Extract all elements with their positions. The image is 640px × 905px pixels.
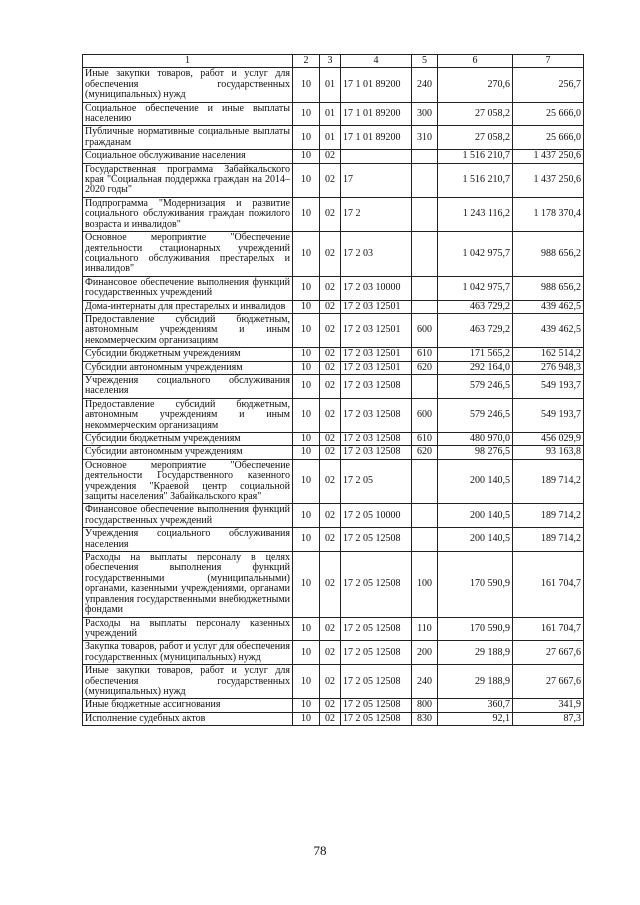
- table-row: [83, 276, 584, 300]
- subsection-cell: 02: [320, 300, 341, 313]
- amount-year2-cell: 189 714,2: [513, 504, 584, 528]
- subsection-cell: 02: [320, 699, 341, 712]
- section-cell: 10: [293, 361, 320, 374]
- expense-type-cell: 610: [412, 348, 438, 361]
- table-row: [83, 459, 584, 504]
- subsection-cell: 02: [320, 504, 341, 528]
- amount-year2-cell: 25 666,0: [513, 126, 584, 150]
- section-cell: 10: [293, 126, 320, 150]
- row-name-cell: Социальное обслуживание населения: [83, 150, 293, 163]
- row-name-cell: Социальное обеспечение и иные выплаты населению: [83, 102, 293, 126]
- target-article-cell: 17 2 03 10000: [341, 276, 412, 300]
- section-cell: 10: [293, 617, 320, 641]
- row-name-cell: Подпрограмма "Модернизация и развитие социального обслуживания граждан пожилого возраста и инвалидов": [83, 197, 293, 231]
- table-row: [83, 699, 584, 712]
- table-row: [83, 348, 584, 361]
- section-cell: 10: [293, 300, 320, 313]
- expense-type-cell: 600: [412, 313, 438, 347]
- target-article-cell: 17 1 01 89200: [341, 68, 412, 102]
- header-cell: 1: [83, 55, 293, 68]
- expense-type-cell: 100: [412, 552, 438, 617]
- row-name-cell: Предоставление субсидий бюджетным, автономным учреждениям и иным некоммерческим организациям: [83, 313, 293, 347]
- table-row: [83, 374, 584, 398]
- table-row: [83, 504, 584, 528]
- amount-year2-cell: 341,9: [513, 699, 584, 712]
- table-row: [83, 102, 584, 126]
- amount-year1-cell: 27 058,2: [438, 126, 513, 150]
- section-cell: 10: [293, 446, 320, 459]
- amount-year1-cell: 360,7: [438, 699, 513, 712]
- subsection-cell: 02: [320, 446, 341, 459]
- table-row: [83, 232, 584, 277]
- amount-year2-cell: 456 029,9: [513, 433, 584, 446]
- table-row: [83, 300, 584, 313]
- target-article-cell: [341, 150, 412, 163]
- amount-year1-cell: 463 729,2: [438, 300, 513, 313]
- row-name-cell: Иные бюджетные ассигнования: [83, 699, 293, 712]
- target-article-cell: 17 2 05 12508: [341, 699, 412, 712]
- subsection-cell: 02: [320, 361, 341, 374]
- amount-year2-cell: 27 667,6: [513, 665, 584, 699]
- expense-type-cell: [412, 504, 438, 528]
- expense-type-cell: [412, 528, 438, 552]
- target-article-cell: 17 2 03 12508: [341, 398, 412, 432]
- subsection-cell: 01: [320, 68, 341, 102]
- amount-year1-cell: 171 565,2: [438, 348, 513, 361]
- row-name-cell: Основное мероприятие "Обеспечение деятельности Государственного казенного учреждения "Краевой центр социальной защиты населения" Забайкальского края": [83, 459, 293, 504]
- table-row: [83, 68, 584, 102]
- header-row: [83, 55, 584, 68]
- subsection-cell: 02: [320, 641, 341, 665]
- amount-year1-cell: 480 970,0: [438, 433, 513, 446]
- table-row: [83, 617, 584, 641]
- table-row: [83, 126, 584, 150]
- amount-year1-cell: 579 246,5: [438, 374, 513, 398]
- subsection-cell: 02: [320, 528, 341, 552]
- header-cell: 4: [341, 55, 412, 68]
- target-article-cell: 17 2 03 12508: [341, 374, 412, 398]
- expense-type-cell: 610: [412, 433, 438, 446]
- expense-type-cell: 200: [412, 641, 438, 665]
- target-article-cell: 17 2 03: [341, 232, 412, 277]
- expense-type-cell: [412, 276, 438, 300]
- budget-table: [82, 54, 584, 726]
- section-cell: 10: [293, 163, 320, 197]
- table-row: [83, 163, 584, 197]
- amount-year2-cell: 549 193,7: [513, 398, 584, 432]
- subsection-cell: 02: [320, 398, 341, 432]
- section-cell: 10: [293, 102, 320, 126]
- amount-year1-cell: 463 729,2: [438, 313, 513, 347]
- amount-year2-cell: 161 704,7: [513, 552, 584, 617]
- row-name-cell: Иные закупки товаров, работ и услуг для обеспечения государственных (муниципальных) нужд: [83, 68, 293, 102]
- amount-year2-cell: 1 178 370,4: [513, 197, 584, 231]
- target-article-cell: 17 2 03 12501: [341, 313, 412, 347]
- amount-year2-cell: 25 666,0: [513, 102, 584, 126]
- amount-year1-cell: 579 246,5: [438, 398, 513, 432]
- amount-year2-cell: 93 163,8: [513, 446, 584, 459]
- subsection-cell: 02: [320, 552, 341, 617]
- row-name-cell: Субсидии бюджетным учреждениям: [83, 433, 293, 446]
- amount-year1-cell: 170 590,9: [438, 552, 513, 617]
- expense-type-cell: 310: [412, 126, 438, 150]
- header-cell: 2: [293, 55, 320, 68]
- target-article-cell: 17 2 03 12508: [341, 433, 412, 446]
- row-name-cell: Закупка товаров, работ и услуг для обеспечения государственных (муниципальных) нужд: [83, 641, 293, 665]
- header-cell: 7: [513, 55, 584, 68]
- table-row: [83, 552, 584, 617]
- amount-year1-cell: 1 243 116,2: [438, 197, 513, 231]
- row-name-cell: Основное мероприятие "Обеспечение деятельности стационарных учреждений социального обслуживания престарелых и инвалидов": [83, 232, 293, 277]
- subsection-cell: 02: [320, 313, 341, 347]
- section-cell: 10: [293, 348, 320, 361]
- amount-year2-cell: 439 462,5: [513, 313, 584, 347]
- amount-year2-cell: 1 437 250,6: [513, 163, 584, 197]
- expense-type-cell: 240: [412, 68, 438, 102]
- section-cell: 10: [293, 528, 320, 552]
- subsection-cell: 02: [320, 374, 341, 398]
- target-article-cell: 17 2 05 12508: [341, 552, 412, 617]
- expense-type-cell: 830: [412, 712, 438, 725]
- row-name-cell: Публичные нормативные социальные выплаты гражданам: [83, 126, 293, 150]
- amount-year1-cell: 92,1: [438, 712, 513, 725]
- amount-year2-cell: 189 714,2: [513, 528, 584, 552]
- amount-year1-cell: 98 276,5: [438, 446, 513, 459]
- amount-year1-cell: 200 140,5: [438, 504, 513, 528]
- amount-year1-cell: 200 140,5: [438, 528, 513, 552]
- section-cell: 10: [293, 68, 320, 102]
- subsection-cell: 01: [320, 102, 341, 126]
- section-cell: 10: [293, 232, 320, 277]
- header-cell: 5: [412, 55, 438, 68]
- subsection-cell: 02: [320, 348, 341, 361]
- amount-year1-cell: 1 042 975,7: [438, 232, 513, 277]
- amount-year1-cell: 27 058,2: [438, 102, 513, 126]
- amount-year2-cell: 276 948,3: [513, 361, 584, 374]
- amount-year1-cell: 200 140,5: [438, 459, 513, 504]
- section-cell: 10: [293, 552, 320, 617]
- amount-year1-cell: 1 042 975,7: [438, 276, 513, 300]
- target-article-cell: 17 2 05 12508: [341, 617, 412, 641]
- amount-year1-cell: 29 188,9: [438, 641, 513, 665]
- target-article-cell: 17 2 03 12501: [341, 348, 412, 361]
- subsection-cell: 02: [320, 197, 341, 231]
- table-row: [83, 433, 584, 446]
- amount-year1-cell: 1 516 210,7: [438, 163, 513, 197]
- table-row: [83, 665, 584, 699]
- section-cell: 10: [293, 374, 320, 398]
- target-article-cell: 17 2 05: [341, 459, 412, 504]
- target-article-cell: 17 2 05 12508: [341, 712, 412, 725]
- subsection-cell: 02: [320, 665, 341, 699]
- row-name-cell: Государственная программа Забайкальского края "Социальная поддержка граждан на 2014–2020 годы": [83, 163, 293, 197]
- expense-type-cell: [412, 374, 438, 398]
- target-article-cell: 17 2 03 12501: [341, 300, 412, 313]
- expense-type-cell: 600: [412, 398, 438, 432]
- section-cell: 10: [293, 665, 320, 699]
- row-name-cell: Исполнение судебных актов: [83, 712, 293, 725]
- section-cell: 10: [293, 398, 320, 432]
- expense-type-cell: [412, 197, 438, 231]
- expense-type-cell: 300: [412, 102, 438, 126]
- header-cell: 6: [438, 55, 513, 68]
- amount-year2-cell: 162 514,2: [513, 348, 584, 361]
- section-cell: 10: [293, 699, 320, 712]
- target-article-cell: 17: [341, 163, 412, 197]
- row-name-cell: Субсидии автономным учреждениям: [83, 446, 293, 459]
- subsection-cell: 02: [320, 232, 341, 277]
- amount-year1-cell: 292 164,0: [438, 361, 513, 374]
- amount-year2-cell: 189 714,2: [513, 459, 584, 504]
- section-cell: 10: [293, 313, 320, 347]
- table-row: [83, 528, 584, 552]
- section-cell: 10: [293, 433, 320, 446]
- subsection-cell: 02: [320, 276, 341, 300]
- row-name-cell: Субсидии автономным учреждениям: [83, 361, 293, 374]
- table-row: [83, 712, 584, 725]
- expense-type-cell: [412, 300, 438, 313]
- subsection-cell: 02: [320, 712, 341, 725]
- subsection-cell: 02: [320, 163, 341, 197]
- amount-year1-cell: 270,6: [438, 68, 513, 102]
- row-name-cell: Финансовое обеспечение выполнения функций государственных учреждений: [83, 504, 293, 528]
- target-article-cell: 17 2 05 10000: [341, 504, 412, 528]
- target-article-cell: 17 2 03 12508: [341, 446, 412, 459]
- amount-year1-cell: 170 590,9: [438, 617, 513, 641]
- amount-year2-cell: 549 193,7: [513, 374, 584, 398]
- row-name-cell: Субсидии бюджетным учреждениям: [83, 348, 293, 361]
- target-article-cell: 17 2 05 12508: [341, 641, 412, 665]
- expense-type-cell: [412, 232, 438, 277]
- row-name-cell: Расходы на выплаты персоналу казенных учреждений: [83, 617, 293, 641]
- target-article-cell: 17 2 05 12508: [341, 528, 412, 552]
- expense-type-cell: [412, 459, 438, 504]
- subsection-cell: 02: [320, 150, 341, 163]
- table-row: [83, 641, 584, 665]
- amount-year1-cell: 1 516 210,7: [438, 150, 513, 163]
- row-name-cell: Учреждения социального обслуживания населения: [83, 528, 293, 552]
- expense-type-cell: [412, 150, 438, 163]
- expense-type-cell: 110: [412, 617, 438, 641]
- section-cell: 10: [293, 276, 320, 300]
- expense-type-cell: 800: [412, 699, 438, 712]
- section-cell: 10: [293, 712, 320, 725]
- target-article-cell: 17 1 01 89200: [341, 102, 412, 126]
- section-cell: 10: [293, 150, 320, 163]
- subsection-cell: 01: [320, 126, 341, 150]
- amount-year2-cell: 27 667,6: [513, 641, 584, 665]
- amount-year2-cell: 1 437 250,6: [513, 150, 584, 163]
- amount-year2-cell: 439 462,5: [513, 300, 584, 313]
- table-row: [83, 313, 584, 347]
- table-row: [83, 398, 584, 432]
- expense-type-cell: 240: [412, 665, 438, 699]
- amount-year1-cell: 29 188,9: [438, 665, 513, 699]
- target-article-cell: 17 1 01 89200: [341, 126, 412, 150]
- expense-type-cell: 620: [412, 361, 438, 374]
- row-name-cell: Дома-интернаты для престарелых и инвалидов: [83, 300, 293, 313]
- subsection-cell: 02: [320, 617, 341, 641]
- row-name-cell: Финансовое обеспечение выполнения функций государственных учреждений: [83, 276, 293, 300]
- row-name-cell: Расходы на выплаты персоналу в целях обеспечения выполнения функций государственными (муниципальными) органами, казенными учреждениями, органами управления государственными внебюджетными фондами: [83, 552, 293, 617]
- amount-year2-cell: 988 656,2: [513, 232, 584, 277]
- table-row: [83, 446, 584, 459]
- target-article-cell: 17 2 03 12501: [341, 361, 412, 374]
- amount-year2-cell: 988 656,2: [513, 276, 584, 300]
- expense-type-cell: [412, 163, 438, 197]
- expense-type-cell: 620: [412, 446, 438, 459]
- section-cell: 10: [293, 504, 320, 528]
- target-article-cell: 17 2: [341, 197, 412, 231]
- row-name-cell: Иные закупки товаров, работ и услуг для обеспечения государственных (муниципальных) нужд: [83, 665, 293, 699]
- subsection-cell: 02: [320, 459, 341, 504]
- amount-year2-cell: 256,7: [513, 68, 584, 102]
- page-number: 78: [313, 843, 327, 858]
- section-cell: 10: [293, 459, 320, 504]
- amount-year2-cell: 161 704,7: [513, 617, 584, 641]
- row-name-cell: Предоставление субсидий бюджетным, автономным учреждениям и иным некоммерческим организациям: [83, 398, 293, 432]
- section-cell: 10: [293, 197, 320, 231]
- header-cell: 3: [320, 55, 341, 68]
- table-row: [83, 150, 584, 163]
- table-row: [83, 197, 584, 231]
- subsection-cell: 02: [320, 433, 341, 446]
- section-cell: 10: [293, 641, 320, 665]
- table-row: [83, 361, 584, 374]
- target-article-cell: 17 2 05 12508: [341, 665, 412, 699]
- amount-year2-cell: 87,3: [513, 712, 584, 725]
- row-name-cell: Учреждения социального обслуживания населения: [83, 374, 293, 398]
